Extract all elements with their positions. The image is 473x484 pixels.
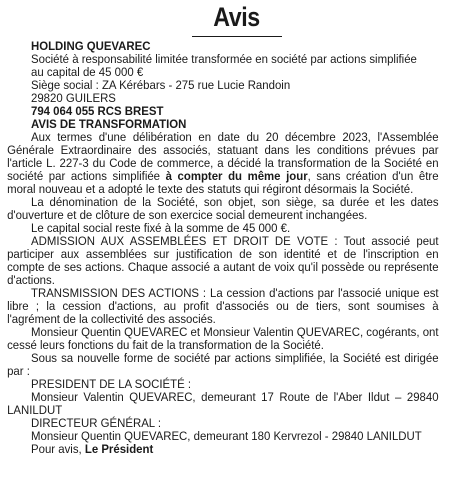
closing-line	[31, 443, 473, 456]
company-address: Siège social : ZA Kérébars - 275 rue Lucie Randoin	[31, 78, 291, 92]
notice-body	[7, 39, 473, 456]
paragraph-president: Monsieur Valentin QUEVAREC, demeurant 17 Route de l'Aber Ildut – 29840 LANILDUT	[7, 390, 439, 417]
paragraph-deliberation-text: Aux termes d'une délibération en date du 20 décembre 2023, l'Assemblée Générale Extraordinaire des associés, statuant dans les conditions prévues par l'article L. 227-3 du Code de commerce, a décidé la transformation de la Société en société par actions simplifiée	[7, 130, 439, 183]
paragraph-transmission: TRANSMISSION DES ACTIONS : La cession d'actions par l'associé unique est libre ; la cession d'actions, au profit d'associés ou de tiers, sont soumises à l'agrément de la collectivité des associés.	[7, 286, 439, 326]
paragraph-deliberation	[7, 131, 438, 196]
paragraph-deliberation-tail: , sans création d'un être moral nouveau et a adopté le texte des statuts qui régiront désormais la Société.	[7, 169, 439, 196]
company-rcs: 794 064 055 RCS BREST	[31, 104, 164, 118]
president-label: PRESIDENT DE LA SOCIÉTÉ :	[31, 377, 192, 391]
paragraph-cogerants: Monsieur Quentin QUEVAREC et Monsieur Valentin QUEVAREC, cogérants, ont cessé leurs fonctions du fait de la transformation de la Société.	[7, 325, 439, 352]
company-capital: au capital de 45 000 €	[31, 65, 144, 79]
notice-text-block	[7, 39, 473, 456]
closing-signatory: Le Président	[84, 442, 154, 456]
company-name: HOLDING QUEVAREC	[31, 39, 151, 53]
company-form: Société à responsabilité limitée transformée en société par actions simplifiée	[31, 52, 417, 66]
paragraph-dg: Monsieur Quentin QUEVAREC, demeurant 180 Kervrezol - 29840 LANILDUT	[31, 429, 422, 443]
notice-title: Avis	[213, 2, 260, 32]
paragraph-unchanged: La dénomination de la Société, son objet, son siège, sa durée et les dates d'ouverture et de clôture de son exercice social demeurent inchangées.	[7, 195, 439, 222]
paragraph-capital: Le capital social reste fixé à la somme de 45 000 €.	[31, 221, 291, 235]
paragraph-deliberation-date: à compter du même jour	[165, 169, 308, 183]
title-divider	[192, 36, 282, 37]
dg-label: DIRECTEUR GÉNÉRAL :	[31, 416, 162, 430]
paragraph-admission: ADMISSION AUX ASSEMBLÉES ET DROIT DE VOTE : Tout associé peut participer aux assemblées sur justification de son identité et de l'inscription en compte de ses actions. Chaque associé a autant de voix qu'il possède ou représente d'actions.	[7, 234, 439, 287]
closing-prefix: Pour avis,	[31, 442, 85, 456]
notice-heading: AVIS DE TRANSFORMATION	[31, 117, 187, 131]
company-postcode-city: 29820 GUILERS	[31, 91, 116, 105]
paragraph-direction: Sous sa nouvelle forme de société par actions simplifiée, la Société est dirigée par :	[7, 351, 439, 378]
